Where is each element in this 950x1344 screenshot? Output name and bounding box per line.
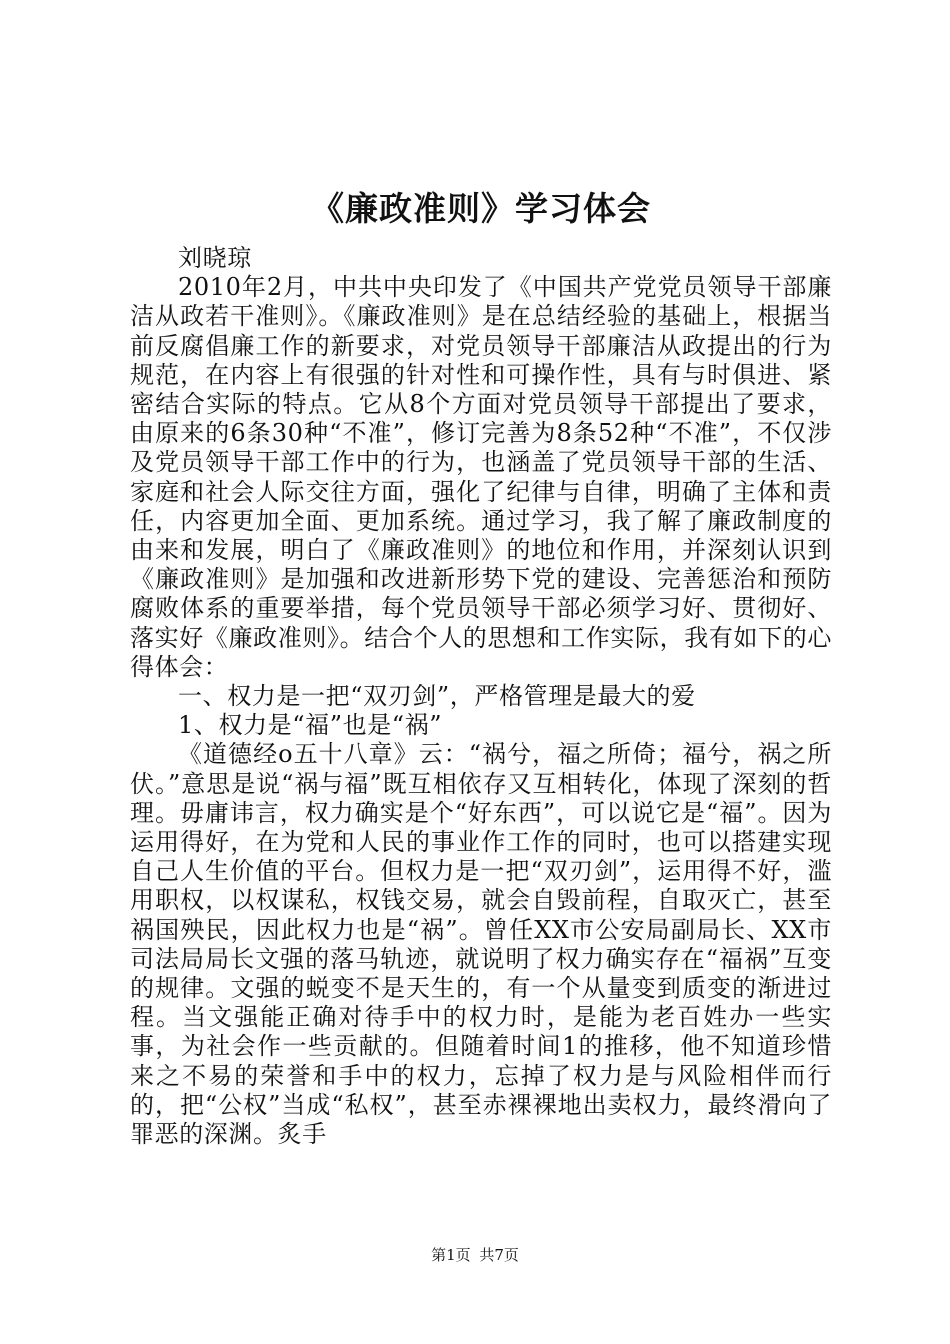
page-footer [0,1244,950,1266]
document-title: 《廉政准则》学习体会 [311,189,651,228]
subsection-heading: 1、权力是“福”也是“祸” [178,711,443,740]
section-heading: 一、权力是一把“双刃剑”，严格管理是最大的爱 [178,682,696,711]
author-name: 刘晓琼 [178,244,252,272]
body-paragraph: 《道德经o五十八章》云：“祸兮，福之所倚；福兮，祸之所伏。”意思是说“祸与福”既互相依存又互相转化，体现了深刻的哲理。毋庸讳言，权力确实是个“好东西”，可以说它是“福”。因为运用得好，在为党和人民的事业作工作的同时，也可以搭建实现自己人生价值的平台。但权力是一把“双刃剑”，运用得不好，滥用职权，以权谋私，权钱交易，就会自毁前程，自取灭亡，甚至祸国殃民，因此权力也是“祸”。曾任XX市公安局副局长、XX市司法局局长文强的落马轨迹，就说明了权力确实存在“福祸”互变的规律。文强的蜕变不是天生的，有一个从量变到质变的渐进过程。当文强能正确对待手中的权力时，是能为老百姓办一些实事，为社会作一些贡献的。但随着时间1的推移，他不知道珍惜来之不易的荣誉和手中的权力，忘掉了权力是与风险相伴而行的，把“公权”当成“私权”，甚至赤裸裸地出卖权力，最终滑向了罪恶的深渊。炙手 [130,740,832,1149]
page-number-label: 第1页 共7页 [431,1246,519,1264]
body-paragraph: 2010年2月，中共中央印发了《中国共产党党员领导干部廉洁从政若干准则》。《廉政准则》是在总结经验的基础上，根据当前反腐倡廉工作的新要求，对党员领导干部廉洁从政提出的行为规范，在内容上有很强的针对性和可操作性，具有与时俱进、紧密结合实际的特点。它从8个方面对党员领导干部提出了要求，由原来的6条30种“不准”，修订完善为8条52种“不准”，不仅涉及党员领导干部工作中的行为，也涵盖了党员领导干部的生活、家庭和社会人际交往方面，强化了纪律与自律，明确了主体和责任，内容更加全面、更加系统。通过学习，我了解了廉政制度的由来和发展，明白了《廉政准则》的地位和作用，并深刻认识到《廉政准则》是加强和改进新形势下党的建设、完善惩治和预防腐败体系的重要举措，每个党员领导干部必须学习好、贯彻好、落实好《廉政准则》。结合个人的思想和工作实际，我有如下的心得体会： [130,273,832,681]
